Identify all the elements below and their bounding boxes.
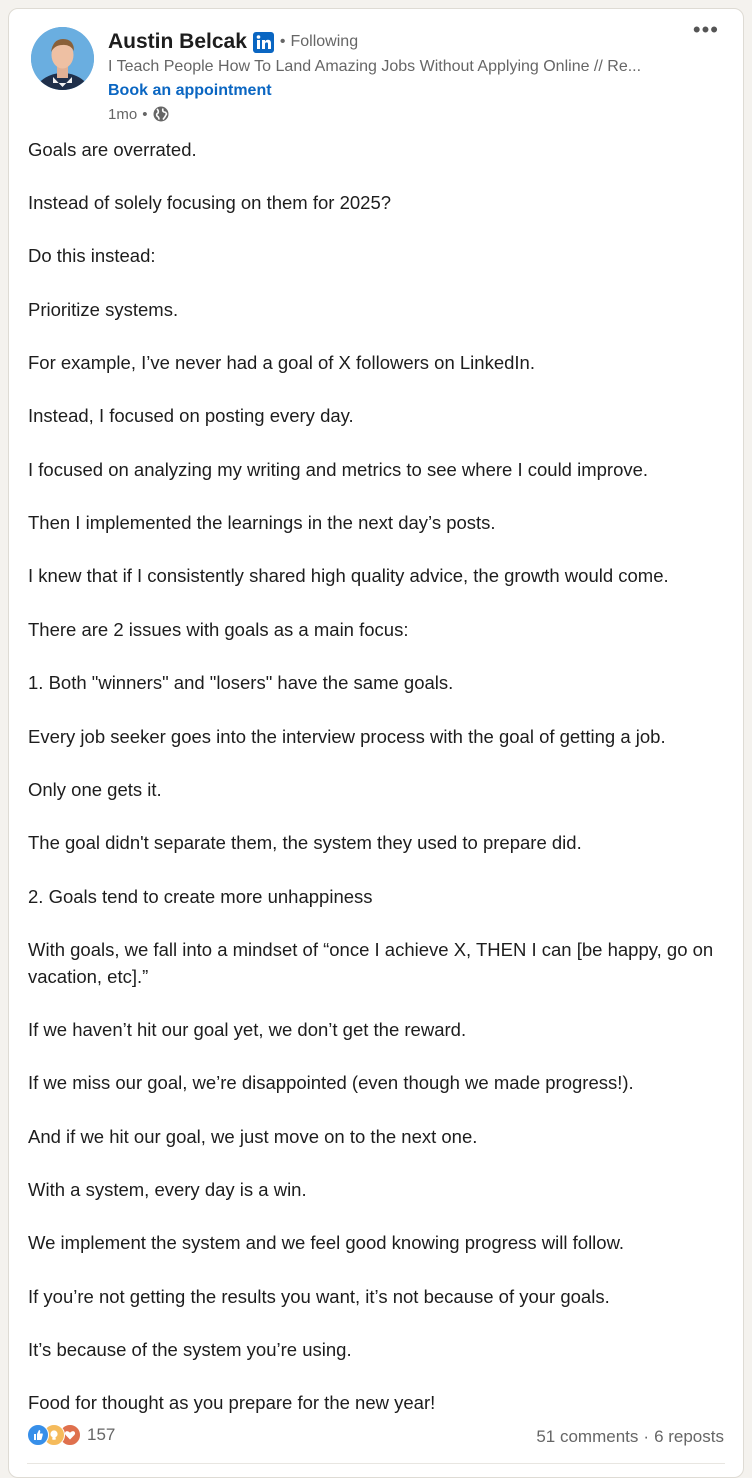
- post-paragraph: Only one gets it.: [28, 779, 162, 800]
- post-paragraph: Prioritize systems.: [28, 299, 179, 320]
- post-paragraph: I knew that if I consistently shared high quality advice, the growth would come.: [28, 565, 669, 586]
- reactions-summary[interactable]: [27, 1424, 115, 1446]
- post-paragraph: With goals, we fall into a mindset of “once I achieve X, THEN I can [be happy, go on vacation, etc].”: [28, 939, 714, 987]
- separator-dot: •: [142, 105, 148, 123]
- book-appointment-link[interactable]: Book an appointment: [108, 82, 272, 99]
- post-paragraph: Instead of solely focusing on them for 2025?: [28, 192, 392, 213]
- post-paragraph: If you’re not getting the results you want, it’s not because of your goals.: [28, 1286, 610, 1307]
- post-paragraph: For example, I’ve never had a goal of X followers on LinkedIn.: [28, 352, 535, 373]
- post-meta: [108, 105, 170, 123]
- post-paragraph: And if we hit our goal, we just move on to the next one.: [28, 1126, 478, 1147]
- post-paragraph: Instead, I focused on posting every day.: [28, 405, 354, 426]
- post-paragraph: If we miss our goal, we’re disappointed (even though we made progress!).: [28, 1072, 634, 1093]
- divider: [27, 1463, 725, 1464]
- reposts-count-link[interactable]: 6 reposts: [654, 1427, 724, 1446]
- post-time[interactable]: 1mo: [108, 105, 138, 123]
- post-paragraph: There are 2 issues with goals as a main focus:: [28, 619, 409, 640]
- author-name-row: [108, 27, 358, 57]
- more-options-button[interactable]: •••: [692, 17, 719, 42]
- post-paragraph: Then I implemented the learnings in the next day’s posts.: [28, 512, 496, 533]
- author-name[interactable]: Austin Belcak: [108, 30, 247, 53]
- post-paragraph: 1. Both "winners" and "losers" have the same goals.: [28, 672, 454, 693]
- separator-dot: •: [279, 33, 286, 50]
- post-paragraph: If we haven’t hit our goal yet, we don’t get the reward.: [28, 1019, 467, 1040]
- engagement-stats: [536, 1427, 724, 1447]
- post-paragraph: I focused on analyzing my writing and metrics to see where I could improve.: [28, 459, 649, 480]
- post-paragraph: With a system, every day is a win.: [28, 1179, 307, 1200]
- separator-dot: ·: [643, 1427, 650, 1446]
- author-avatar[interactable]: [31, 27, 94, 90]
- reaction-count[interactable]: 157: [87, 1425, 116, 1444]
- post-paragraph: 2. Goals tend to create more unhappiness: [28, 886, 373, 907]
- post-paragraph: Goals are overrated.: [28, 139, 197, 160]
- linkedin-badge-icon: [253, 32, 274, 53]
- post-paragraph: We implement the system and we feel good knowing progress will follow.: [28, 1232, 625, 1253]
- like-icon: [27, 1424, 49, 1446]
- following-status[interactable]: Following: [290, 33, 359, 50]
- post-paragraph: Food for thought as you prepare for the new year!: [28, 1392, 436, 1413]
- globe-icon: [152, 105, 170, 123]
- post-paragraph: It’s because of the system you’re using.: [28, 1339, 352, 1360]
- post-card: [8, 8, 744, 1478]
- post-paragraph: Do this instead:: [28, 245, 156, 266]
- post-paragraph: The goal didn't separate them, the system they used to prepare did.: [28, 832, 582, 853]
- post-paragraph: Every job seeker goes into the interview process with the goal of getting a job.: [28, 726, 666, 747]
- author-headline: I Teach People How To Land Amazing Jobs Without Applying Online // Re...: [108, 58, 642, 75]
- comments-count-link[interactable]: 51 comments: [536, 1427, 639, 1446]
